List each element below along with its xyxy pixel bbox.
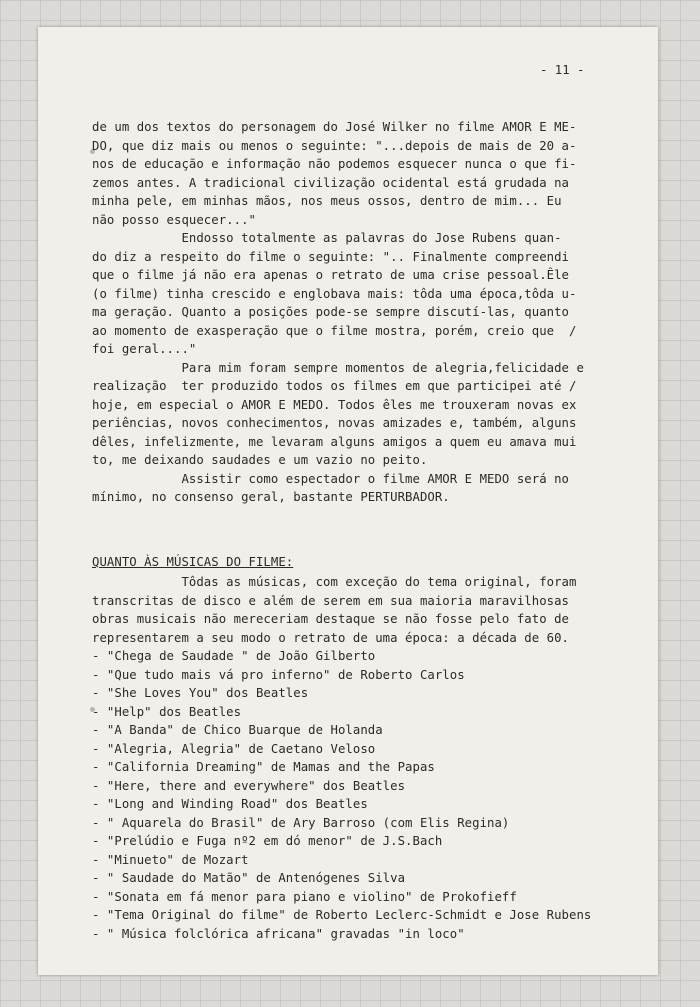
list-item: - " Música folclórica africana" gravadas "in loco" — [92, 926, 465, 941]
text-line: do diz a respeito do filme o seguinte: ".. Finalmente compreendi — [92, 249, 570, 264]
text-line: periências, novos conhecimentos, novas amizades e, também, alguns — [92, 416, 577, 430]
body-text-music — [92, 573, 624, 647]
text-line: mínimo, no consenso geral, bastante PERTURBADOR. — [92, 490, 450, 504]
list-item: - "A Banda" de Chico Buarque de Holanda — [92, 723, 383, 737]
list-item: - "Minueto" de Mozart — [92, 852, 249, 867]
text-line: transcritas de disco e além de serem em sua maioria maravilhosas — [92, 593, 570, 608]
text-line: Endosso totalmente as palavras do Jose Rubens quan- — [92, 231, 562, 245]
text-line: representarem a seu modo o retrato de uma época: a década de 60. — [92, 630, 570, 645]
list-item: - "Here, there and everywhere" dos Beatles — [92, 778, 406, 793]
list-item: - "Help" dos Beatles — [92, 704, 242, 719]
list-item: - "Tema Original do filme" de Roberto Leclerc-Schmidt e Jose Rubens — [92, 908, 592, 922]
body-text-top — [92, 118, 624, 507]
text-line: hoje, em especial o AMOR E MEDO. Todos êles me trouxeram novas ex — [92, 397, 577, 412]
text-line: ma geração. Quanto a posições pode-se sempre discutí-las, quanto — [92, 305, 570, 319]
text-line: ao momento de exasperação que o filme mostra, porém, creio que / — [92, 323, 577, 338]
text-line: dêles, infelizmente, me levaram alguns amigos a quem eu amava mui — [92, 434, 577, 449]
text-line: que o filme já não era apenas o retrato de uma crise pessoal.Êle — [92, 268, 570, 282]
text-line: realização ter produzido todos os filmes em que participei até / — [92, 379, 577, 393]
text-line: minha pele, em minhas mãos, nos meus ossos, dentro de mim... Eu — [92, 194, 562, 208]
list-item: - "She Loves You" dos Beatles — [92, 686, 309, 700]
list-item: - " Aquarela do Brasil" de Ary Barroso (com Elis Regina) — [92, 815, 510, 830]
list-item: - "Alegria, Alegria" de Caetano Veloso — [92, 741, 376, 756]
section-heading: QUANTO ÀS MÚSICAS DO FILME: — [92, 555, 294, 569]
text-line: to, me deixando saudades e um vazio no peito. — [92, 453, 428, 467]
text-line: (o filme) tinha crescido e englobava mais: tôda uma época,tôda u- — [92, 286, 577, 301]
list-item: - "Prelúdio e Fuga nº2 em dó menor" de J.S.Bach — [92, 834, 443, 848]
text-line: foi geral...." — [92, 342, 197, 356]
music-list — [92, 647, 624, 943]
text-line: Para mim foram sempre momentos de alegria,felicidade e — [92, 360, 584, 375]
page-number: - 11 - — [540, 63, 585, 77]
text-line: DO, que diz mais ou menos o seguinte: "...depois de mais de 20 a- — [92, 138, 577, 153]
text-line: zemos antes. A tradicional civilização ocidental está grudada na — [92, 175, 570, 190]
text-line: obras musicais não mereceriam destaque se não fosse pelo fato de — [92, 612, 570, 626]
list-item: - "Que tudo mais vá pro inferno" de Roberto Carlos — [92, 667, 465, 682]
list-item: - "Sonata em fá menor para piano e violino" de Prokofieff — [92, 889, 517, 904]
list-item: - "California Dreaming" de Mamas and the Papas — [92, 760, 435, 774]
text-line: nos de educação e informação não podemos esquecer nunca o que fi- — [92, 157, 577, 171]
text-line: não posso esquecer..." — [92, 212, 256, 227]
text-line: Assistir como espectador o filme AMOR E MEDO será no — [92, 471, 570, 486]
list-item: - "Long and Winding Road" dos Beatles — [92, 797, 368, 811]
list-item: - "Chega de Saudade " de João Gilberto — [92, 649, 376, 663]
text-line: Tôdas as músicas, com exceção do tema original, foram — [92, 575, 577, 589]
section-heading-wrapper — [92, 553, 624, 572]
text-line: de um dos textos do personagem do José Wilker no filme AMOR E ME- — [92, 120, 577, 134]
list-item: - " Saudade do Matão" de Antenógenes Silva — [92, 871, 406, 885]
